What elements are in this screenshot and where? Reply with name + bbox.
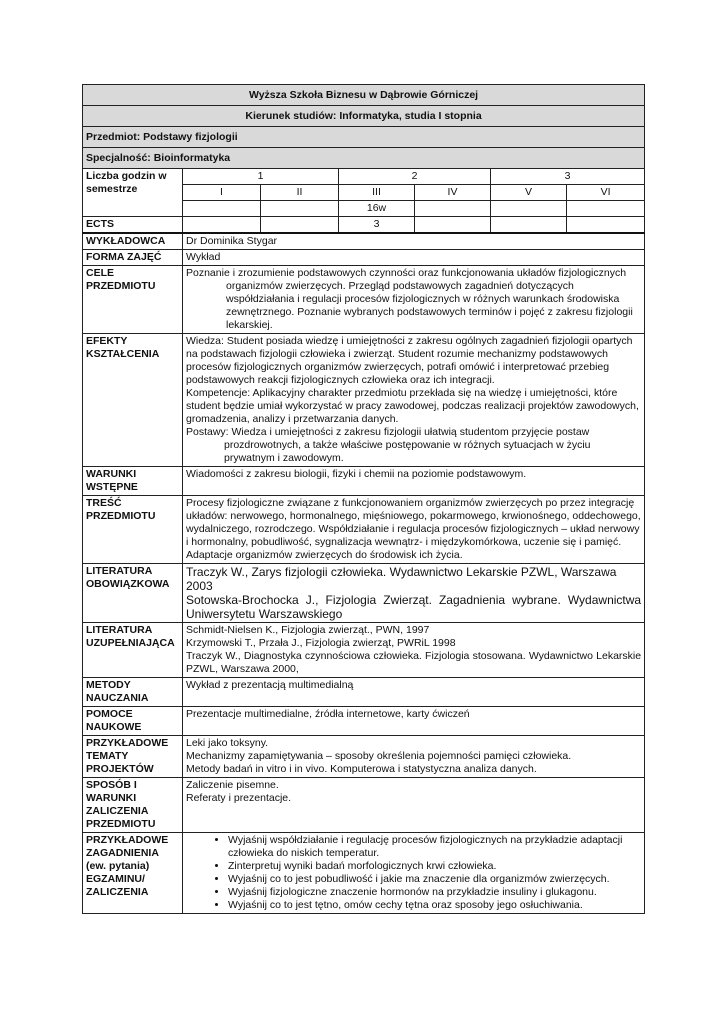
- semester-5: V: [491, 185, 567, 201]
- supplementary-literature-item: Traczyk W., Diagnostyka czynnościowa człowieka. Fizjologia stosowana. Wydawnictwo Lekarskie PZWL, Warszawa 2000,: [186, 650, 642, 675]
- assessment-item: Referaty i prezentacje.: [186, 792, 292, 804]
- hours-label: Liczba godzin w semestrze: [83, 169, 183, 217]
- hours-sem-4: [415, 201, 491, 217]
- year-1: 1: [183, 169, 339, 185]
- exam-question: • Wyjaśnij co to jest pobudliwość i jakie ma znaczenie dla organizmów zwierzęcych.: [228, 873, 641, 886]
- hours-sem-2: [261, 201, 339, 217]
- content-value: Procesy fizjologiczne związane z funkcjonowaniem organizmów zwierzęcych po przez integrację układów: nerwowego, hormonalnego, mięśniowego, pokarmowego, krwionośnego, oddechowego, wydalniczego, rozrodczego. Współdziałanie i regulacja procesów fizjologicznych – układ nerwowy i hormonalny, pobudliwość, sygnalizacja wewnątrz- i międzykomórkowa, uczenie się i pamięć. Adaptacje organizmów zwierzęcych do środowisk ich życia.: [183, 496, 645, 564]
- syllabus-table: [82, 84, 645, 914]
- supplementary-literature-item: Krzymowski T., Przała J., Fizjologia zwierząt, PWRiL 1998: [186, 637, 456, 649]
- ects-sem-6: [567, 217, 645, 234]
- semester-6: VI: [567, 185, 645, 201]
- required-literature-item: Sotowska-Brochocka J., Fizjologia Zwierząt. Zagadnienia wybrane. Wydawnictwa Uniwersytetu Warszawskiego: [186, 593, 642, 621]
- outcomes-attitudes: Postawy: Wiedza i umiejętności z zakresu fizjologii ułatwią studentom przyjęcie postaw: [186, 426, 590, 438]
- project-topic: Mechanizmy zapamiętywania – sposoby określenia pojemności pamięci człowieka.: [186, 750, 572, 762]
- class-form-value: Wykład: [183, 250, 645, 266]
- project-topics-label: PRZYKŁADOWE TEMATY PROJEKTÓW: [83, 736, 183, 778]
- exam-questions-label: PRZYKŁADOWE ZAGADNIENIA (ew. pytania) EGZAMINU/ ZALICZENIA: [83, 833, 183, 914]
- teaching-methods-value: Wykład z prezentacją multimedialną: [183, 678, 645, 707]
- ects-sem-1: [183, 217, 261, 234]
- ects-label: ECTS: [83, 217, 183, 234]
- outcomes-knowledge: Wiedza: Student posiada wiedzę i umiejętności z zakresu ogólnych zagadnień fizjologii opartych na podstawach fizjologii człowieka i zwierząt. Student rozumie mechanizmy podstawowych procesów fizjologicznych organizmów zwierzęcych, potrafi omówić i interpretować przebieg podstawowych reakcji fizjologicznych człowieka oraz ich integracji.: [186, 335, 633, 386]
- outcomes-attitudes-rest: prozdrowotnych, a także właściwe postępowanie w różnych sytuacjach w życiu prywatnym i zawodowym.: [224, 439, 591, 464]
- hours-sem-6: [567, 201, 645, 217]
- required-literature-item: Traczyk W., Zarys fizjologii człowieka. Wydawnictwo Lekarskie PZWL, Warszawa 2003: [186, 565, 617, 593]
- hours-sem-3: 16w: [339, 201, 415, 217]
- lecturer-value: Dr Dominika Stygar: [183, 233, 645, 250]
- assessment-label: SPOSÓB I WARUNKI ZALICZENIA PRZEDMIOTU: [83, 778, 183, 833]
- exam-questions-list: [186, 834, 641, 912]
- project-topics-value: [183, 736, 645, 778]
- lecturer-label: WYKŁADOWCA: [83, 233, 183, 250]
- ects-sem-5: [491, 217, 567, 234]
- year-3: 3: [491, 169, 645, 185]
- prerequisites-label: WARUNKI WSTĘPNE: [83, 467, 183, 496]
- study-field: Kierunek studiów: Informatyka, studia I stopnia: [83, 106, 645, 127]
- exam-questions-value: [183, 833, 645, 914]
- exam-question: • Wyjaśnij co to jest tętno, omów cechy tętna oraz sposoby jego osłuchiwania.: [228, 899, 641, 912]
- course-syllabus: [82, 84, 644, 914]
- ects-sem-4: [415, 217, 491, 234]
- goals-label: CELE PRZEDMIOTU: [83, 266, 183, 334]
- supplementary-literature-item: Schmidt-Nielsen K., Fizjologia zwierząt., PWN, 1997: [186, 624, 430, 636]
- outcomes-label: EFEKTY KSZTAŁCENIA: [83, 334, 183, 467]
- supplementary-literature-value: [183, 623, 645, 678]
- exam-question: • Zinterpretuj wyniki badań morfologicznych krwi człowieka.: [228, 860, 641, 873]
- project-topic: Metody badań in vitro i in vivo. Komputerowa i statystyczna analiza danych.: [186, 763, 537, 775]
- required-literature-label: LITERATURA OBOWIĄZKOWA: [83, 564, 183, 623]
- goals-first-line: Poznanie i zrozumienie podstawowych czynności oraz funkcjonowania układów fizjologicznych: [186, 267, 627, 279]
- ects-sem-2: [261, 217, 339, 234]
- teaching-aids-value: Prezentacje multimedialne, źródła internetowe, karty ćwiczeń: [183, 707, 645, 736]
- semester-1: I: [183, 185, 261, 201]
- year-2: 2: [339, 169, 491, 185]
- specialty: Specjalność: Bioinformatyka: [83, 148, 645, 169]
- outcomes-competences: Kompetencje: Aplikacyjny charakter przedmiotu przekłada się na wiedzę i umiejętności, które student będzie umiał wykorzystać w pracy zawodowej, podczas realizacji projektów zawodowych, gromadzenia, analizy i przetwarzania danych.: [186, 387, 639, 425]
- hours-sem-5: [491, 201, 567, 217]
- supplementary-literature-label: LITERATURA UZUPEŁNIAJĄCA: [83, 623, 183, 678]
- prerequisites-value: Wiadomości z zakresu biologii, fizyki i chemii na poziomie podstawowym.: [183, 467, 645, 496]
- exam-question: • Wyjaśnij współdziałanie i regulację procesów fizjologicznych na przykładzie adaptacji człowieka do niskich temperatur.: [228, 834, 641, 860]
- project-topic: Leki jako toksyny.: [186, 737, 269, 749]
- semester-2: II: [261, 185, 339, 201]
- teaching-aids-label: POMOCE NAUKOWE: [83, 707, 183, 736]
- assessment-value: [183, 778, 645, 833]
- hours-sem-1: [183, 201, 261, 217]
- goals-value: [183, 266, 645, 334]
- goals-rest: organizmów zwierzęcych. Przegląd podstawowych zagadnień dotyczących współdziałania i regulacji procesów fizjologicznych w różnych warunkach środowiska zewnętrznego. Poznanie wybranych podstawowych terminów i pojęć z zakresu fizjologii lekarskiej.: [226, 280, 633, 331]
- class-form-label: FORMA ZAJĘĆ: [83, 250, 183, 266]
- assessment-item: Zaliczenie pisemne.: [186, 779, 279, 791]
- content-label: TREŚĆ PRZEDMIOTU: [83, 496, 183, 564]
- teaching-methods-label: METODY NAUCZANIA: [83, 678, 183, 707]
- semester-3: III: [339, 185, 415, 201]
- outcomes-value: [183, 334, 645, 467]
- school-name: Wyższa Szkoła Biznesu w Dąbrowie Górniczej: [83, 85, 645, 106]
- exam-question: • Wyjaśnij fizjologiczne znaczenie hormonów na przykładzie insuliny i glukagonu.: [228, 886, 641, 899]
- ects-sem-3: 3: [339, 217, 415, 234]
- required-literature-value: [183, 564, 645, 623]
- subject: Przedmiot: Podstawy fizjologii: [83, 127, 645, 148]
- semester-4: IV: [415, 185, 491, 201]
